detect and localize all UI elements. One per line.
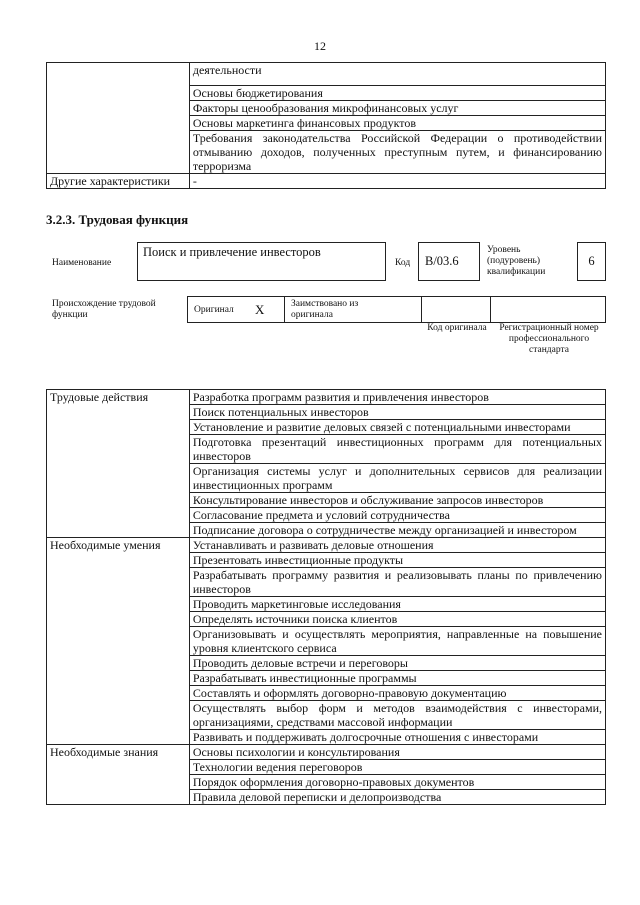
table-row: [47, 390, 606, 405]
list-item: Установление и развитие деловых связей с потенциальными инвесторами: [189, 420, 605, 435]
list-item: Устанавливать и развивать деловые отношения: [189, 538, 605, 553]
code-value: B/03.6: [425, 254, 459, 268]
main-table: [46, 389, 606, 805]
top-table-cell: Основы бюджетирования: [189, 86, 605, 101]
other-characteristics-label: Другие характеристики: [47, 174, 190, 189]
borrowed-box: [284, 296, 422, 323]
top-table-empty-label: [47, 63, 190, 174]
group-label-actions: Трудовые действия: [47, 390, 190, 538]
top-table-cell: Основы маркетинга финансовых продуктов: [189, 116, 605, 131]
list-item: Проводить деловые встречи и переговоры: [189, 656, 605, 671]
code-value-box: [418, 242, 480, 281]
code-label: Код: [395, 258, 411, 268]
list-item: Разработка программ развития и привлечения инвесторов: [189, 390, 605, 405]
name-value-box: [137, 242, 386, 281]
list-item: Презентовать инвестиционные продукты: [189, 553, 605, 568]
level-value-box: [577, 242, 606, 281]
list-item: Поиск потенциальных инвесторов: [189, 405, 605, 420]
original-label: Оригинал: [194, 305, 234, 315]
list-item: Подписание договора о сотрудничестве между организацией и инвестором: [189, 523, 605, 538]
other-characteristics-value: -: [189, 174, 605, 189]
top-table: [46, 62, 606, 189]
list-item: Согласование предмета и условий сотрудничества: [189, 508, 605, 523]
list-item: Технологии ведения переговоров: [189, 760, 605, 775]
list-item: Правила деловой переписки и делопроизводства: [189, 790, 605, 805]
code-original-box: [421, 296, 491, 323]
reg-number-box: [490, 296, 606, 323]
table-row: [47, 63, 606, 86]
reg-number-caption: Регистрационный номер профессионального стандарта: [499, 323, 599, 355]
section-title: 3.2.3. Трудовая функция: [46, 212, 189, 227]
group-label-knowledge: Необходимые знания: [47, 745, 190, 805]
borrowed-label: Заимствовано из оригинала: [291, 299, 359, 320]
group-label-skills: Необходимые умения: [47, 538, 190, 745]
list-item: Осуществлять выбор форм и методов взаимодействия с инвесторами, организациями, средствами массовой информации: [189, 701, 605, 730]
level-label: Уровень (подуровень) квалификации: [487, 245, 546, 277]
actions-group: [47, 390, 606, 538]
list-item: Определять источники поиска клиентов: [189, 612, 605, 627]
list-item: Порядок оформления договорно-правовых документов: [189, 775, 605, 790]
knowledge-group: [47, 745, 606, 805]
list-item: Разрабатывать инвестиционные программы: [189, 671, 605, 686]
top-table-cell: Требования законодательства Российской Федерации о противодействии отмыванию доходов, полученных преступным путем, и финансированию терроризма: [189, 131, 605, 174]
original-mark: X: [255, 302, 265, 317]
list-item: Организация системы услуг и дополнительных сервисов для реализации инвестиционных программ: [189, 464, 605, 493]
original-box: [187, 296, 285, 323]
list-item: Разрабатывать программу развития и реализовывать планы по привлечению инвесторов: [189, 568, 605, 597]
table-row: [47, 745, 606, 760]
list-item: Основы психологии и консультирования: [189, 745, 605, 760]
top-table-cell: деятельности: [189, 63, 605, 86]
list-item: Подготовка презентаций инвестиционных программ для потенциальных инвесторов: [189, 435, 605, 464]
list-item: Организовывать и осуществлять мероприятия, направленные на повышение уровня клиентского сервиса: [189, 627, 605, 656]
page-number: 12: [314, 39, 326, 53]
table-row: [47, 538, 606, 553]
list-item: Составлять и оформлять договорно-правовую документацию: [189, 686, 605, 701]
skills-group: [47, 538, 606, 745]
code-original-caption: Код оригинала: [427, 323, 487, 333]
origin-label: Происхождение трудовой функции: [52, 299, 156, 320]
name-value: Поиск и привлечение инвесторов: [143, 245, 321, 259]
top-table-cell: Факторы ценообразования микрофинансовых услуг: [189, 101, 605, 116]
level-value: 6: [588, 254, 595, 268]
list-item: Консультирование инвесторов и обслуживание запросов инвесторов: [189, 493, 605, 508]
name-label: Наименование: [52, 258, 112, 268]
list-item: Развивать и поддерживать долгосрочные отношения с инвесторами: [189, 730, 605, 745]
table-row: [47, 174, 606, 189]
list-item: Проводить маркетинговые исследования: [189, 597, 605, 612]
